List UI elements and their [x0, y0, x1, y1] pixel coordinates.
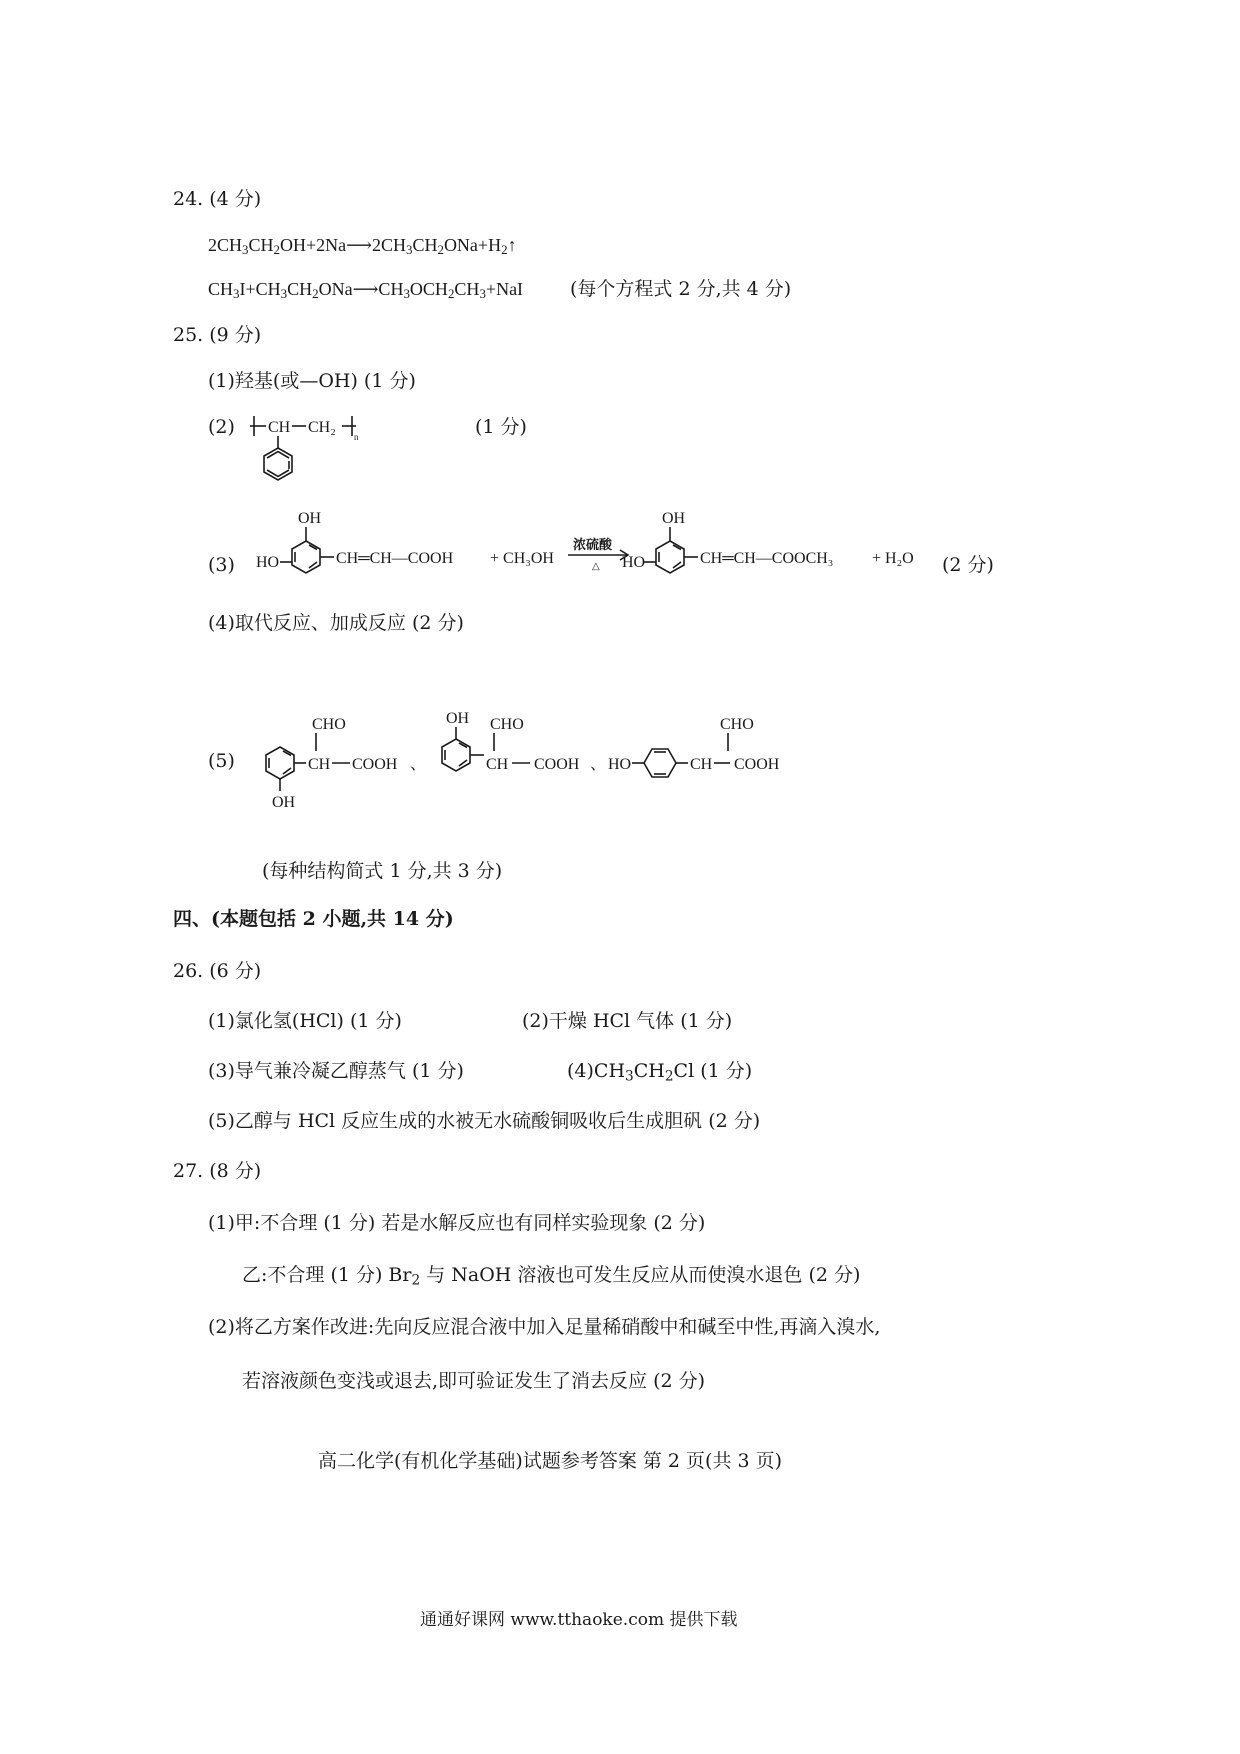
q27-part1-jia: (1)甲:不合理 (1 分) 若是水解反应也有同样实验现象 (2 分): [208, 1212, 706, 1234]
polystyrene-structure: [250, 408, 380, 498]
isomer2-cho: CHO: [490, 716, 524, 733]
q25-part2-label: (2): [208, 416, 235, 438]
q24-heading: 24. (4 分): [173, 188, 262, 210]
q25-heading: 25. (9 分): [173, 324, 262, 346]
q27-part1-yi: 乙:不合理 (1 分) $Br_2$ 与 NaOH 溶液也可发生反应从而使溴水退色 (2 分): [242, 1264, 861, 1289]
q25-part3-score: (2 分): [942, 554, 994, 576]
isomer3-cooh: COOH: [734, 756, 780, 773]
isomer3-ho: HO: [608, 756, 632, 773]
q25-part1: (1)羟基(或—OH) (1 分): [208, 370, 416, 392]
q26-part2: (2)干燥 HCl 气体 (1 分): [522, 1010, 733, 1032]
isomer1-cho: CHO: [312, 716, 346, 733]
repeat-unit-ch: CH: [268, 419, 291, 436]
q26-part3: (3)导气兼冷凝乙醇蒸气 (1 分): [208, 1060, 464, 1082]
q26-part4: $(4)CH_3CH_2Cl$ (1 分): [567, 1060, 753, 1085]
condition-heat: △: [592, 561, 600, 572]
isomer-structures: [250, 705, 840, 815]
isomer2-ch: CH: [486, 756, 509, 773]
q27-part2-line2: 若溶液颜色变浅或退去,即可验证发生了消去反应 (2 分): [242, 1370, 706, 1392]
isomer1-ch: CH: [308, 756, 331, 773]
section-4-heading: 四、(本题包括 2 小题,共 14 分): [173, 908, 454, 930]
q25-part5-label: (5): [208, 750, 235, 772]
reactant-chain: CH═CH—COOH: [336, 550, 454, 567]
q24-equation-2: $CH_3I+CH_3CH_2ONa⟶CH_3OCH_2CH_3+NaI$: [208, 279, 524, 302]
separator-1: 、: [410, 756, 427, 773]
reactant-oh-label: OH: [298, 510, 322, 527]
q26-part5: (5)乙醇与 HCl 反应生成的水被无水硫酸铜吸收后生成胆矾 (2 分): [208, 1110, 761, 1132]
methanol-term: + CH₃OH: [490, 550, 554, 567]
isomer1-oh: OH: [272, 794, 296, 811]
condition-acid: 浓硫酸: [573, 537, 613, 552]
isomer2-cooh: COOH: [534, 756, 580, 773]
q25-part2-score: (1 分): [475, 416, 527, 438]
reactant-ho-label: HO: [256, 554, 280, 571]
product-ho-label: HO: [622, 554, 646, 571]
q26-heading: 26. (6 分): [173, 960, 262, 982]
isomer2-oh: OH: [446, 710, 470, 727]
q24-score-note: (每个方程式 2 分,共 4 分): [570, 278, 792, 300]
q25-part5-note: (每种结构简式 1 分,共 3 分): [262, 860, 503, 882]
q26-part1: (1)氯化氢(HCl) (1 分): [208, 1010, 402, 1032]
isomer1-cooh: COOH: [352, 756, 398, 773]
product-oh-label: OH: [662, 510, 686, 527]
q25-part3-label: (3): [208, 554, 235, 576]
q27-part2-line1: (2)将乙方案作改进:先向反应混合液中加入足量稀硝酸中和碱至中性,再滴入溴水,: [208, 1316, 881, 1338]
repeat-count-n: n: [354, 432, 359, 442]
isomer3-cho: CHO: [720, 716, 754, 733]
q25-part4: (4)取代反应、加成反应 (2 分): [208, 612, 464, 634]
page-footer: 高二化学(有机化学基础)试题参考答案 第 2 页(共 3 页): [318, 1450, 783, 1472]
download-watermark: 通通好课网 www.tthaoke.com 提供下载: [420, 1610, 738, 1630]
separator-2: 、: [590, 756, 607, 773]
repeat-unit-ch2: CH₂: [308, 419, 336, 436]
q27-heading: 27. (8 分): [173, 1160, 262, 1182]
caffeic-acid-esterification: [250, 505, 1070, 595]
isomer3-ch: CH: [690, 756, 713, 773]
q24-equation-1: $2CH_3CH_2OH+2Na⟶2CH_3CH_2ONa+H_2↑$: [208, 235, 517, 258]
product-chain: CH═CH—COOCH₃: [700, 550, 834, 567]
water-term: + H₂O: [872, 550, 914, 567]
